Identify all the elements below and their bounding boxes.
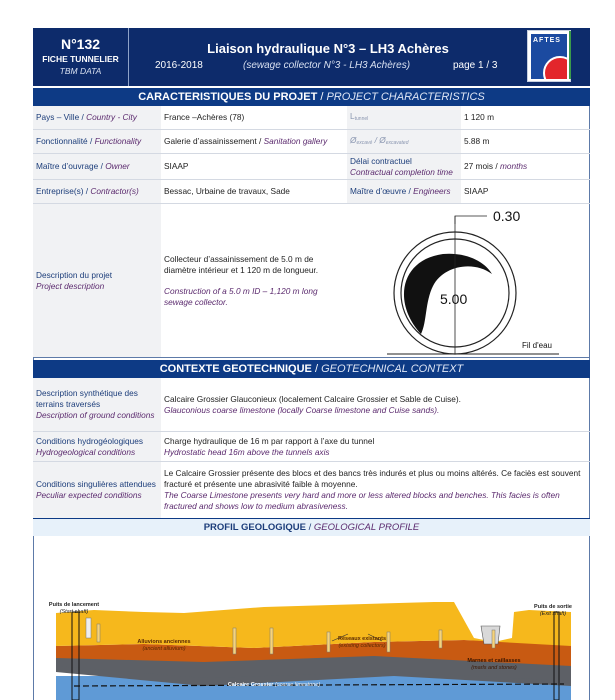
value-country-city: France –Achères (78) bbox=[164, 112, 245, 122]
label-en: Description of ground conditions bbox=[36, 410, 155, 420]
marls-label bbox=[454, 658, 534, 672]
row-label-2 bbox=[347, 154, 461, 179]
limestone-fr: Calcaire Grossier bbox=[227, 682, 274, 688]
label-en: Owner bbox=[105, 161, 130, 171]
value-owner: SIAAP bbox=[164, 161, 189, 171]
label-tunnel-length: L bbox=[350, 110, 355, 121]
label-en: Contractor(s) bbox=[90, 186, 139, 196]
logo-red-disc-icon bbox=[543, 56, 567, 79]
label-sep: / Ø bbox=[372, 134, 386, 145]
ground-text-en: Glauconious coarse limestone (locally Coarse limestone and Cuise sands). bbox=[164, 404, 440, 415]
value-contractors: Bessac, Urbaine de travaux, Sade bbox=[164, 186, 290, 196]
exit-pit bbox=[481, 626, 500, 644]
label-excave: excavé bbox=[356, 139, 373, 146]
geotechnical-context-band bbox=[33, 360, 590, 378]
peculiar-text-en: The Coarse Limestone presents very hard and more or less altered blocks and benches. This facies is often fractured and shows low to medium abrasiveness. bbox=[164, 490, 560, 511]
logo-background bbox=[531, 34, 567, 79]
collector-pipe bbox=[492, 630, 495, 648]
table-row bbox=[33, 106, 590, 130]
collector-pipe bbox=[233, 628, 236, 654]
label-en: Country - City bbox=[86, 112, 137, 122]
label-fr: Maître d’ouvrage / bbox=[36, 161, 106, 171]
label-duration-fr: Délai contractuel bbox=[350, 155, 412, 166]
band-sep: / bbox=[311, 363, 322, 375]
row-value-2 bbox=[461, 154, 590, 179]
description-label bbox=[33, 204, 161, 357]
logo-text: AFTES bbox=[533, 37, 561, 44]
value-engineers: SIAAP bbox=[464, 186, 489, 196]
sheet-id-block bbox=[33, 28, 129, 86]
project-characteristics-band bbox=[33, 88, 590, 106]
row-label bbox=[33, 462, 161, 518]
band-title-en: GEOLOGICAL PROFILE bbox=[313, 522, 420, 533]
thickness-label: 0.30 bbox=[493, 208, 521, 224]
row-value bbox=[161, 130, 347, 153]
band-title-en: PROJECT CHARACTERISTICS bbox=[326, 91, 485, 103]
value-duration-en: months bbox=[499, 161, 528, 171]
row-label bbox=[33, 378, 161, 431]
doc-type-en: TBM DATA bbox=[59, 66, 102, 76]
label-tunnel-sub: tunnel bbox=[354, 115, 369, 122]
value-functionality-en: Sanitation gallery bbox=[263, 136, 328, 146]
cross-section-drawing bbox=[347, 204, 590, 358]
sheet-number: N°132 bbox=[60, 36, 101, 52]
spacer bbox=[164, 276, 341, 286]
table-row bbox=[33, 378, 590, 432]
collectors-en: (existing collectors) bbox=[338, 643, 386, 649]
row-value-2 bbox=[461, 130, 590, 153]
logo-green-bar bbox=[569, 31, 571, 79]
label-duration-en: Contractual completion time bbox=[350, 166, 453, 177]
diameter-label: 5.00 bbox=[440, 291, 468, 307]
collector-pipe bbox=[439, 630, 442, 648]
hydro-text-fr: Charge hydraulique de 16 m par rapport à l’axe du tunnel bbox=[164, 435, 375, 446]
limestone-label bbox=[204, 682, 344, 689]
invert-label: Fil d'eau bbox=[522, 341, 552, 350]
row-label bbox=[33, 106, 161, 129]
alluvium-fr: Alluvions anciennes bbox=[137, 639, 191, 645]
label-fr: Conditions singulières attendues bbox=[36, 479, 156, 489]
label-fr: Fonctionnalité / bbox=[36, 136, 95, 146]
band-title-fr: CARACTERISTIQUES DU PROJET bbox=[138, 91, 318, 103]
collectors-fr: Réseaux existants bbox=[338, 636, 386, 642]
tbm-data-sheet bbox=[33, 28, 590, 700]
alluvium-label bbox=[124, 639, 204, 653]
description-fr: Collecteur d’assainissement de 5.0 m de diamètre intérieur et 1 120 m de longueur. bbox=[164, 253, 319, 275]
ground-text-fr: Calcaire Grossier Glauconieux (localement Calcaire Grossier et Sable de Cuise). bbox=[164, 393, 461, 404]
description-label-en: Project description bbox=[36, 280, 105, 291]
start-shaft-label bbox=[38, 602, 110, 616]
label-fr: Pays – Ville / bbox=[36, 112, 87, 122]
collector-pipe bbox=[97, 624, 100, 642]
label-fr: Description synthétique des terrains traversés bbox=[36, 388, 138, 409]
band-title-en: GEOTECHNICAL CONTEXT bbox=[321, 363, 464, 375]
table-row bbox=[33, 180, 590, 204]
collector-pipe bbox=[86, 618, 91, 638]
row-value-2 bbox=[461, 180, 590, 203]
marls-fr: Marnes et caillasses bbox=[467, 658, 521, 664]
description-label-fr: Description du projet bbox=[36, 269, 113, 280]
row-value bbox=[161, 180, 347, 203]
table-row bbox=[33, 462, 590, 518]
row-label-2 bbox=[347, 130, 461, 153]
value-duration: 27 mois / bbox=[464, 161, 500, 171]
description-text bbox=[161, 204, 347, 357]
sheet-header bbox=[33, 28, 590, 86]
value-tunnel-length: 1 120 m bbox=[464, 112, 494, 122]
label-fr: Conditions hydrogéologiques bbox=[36, 435, 144, 446]
diameter-icon: Ø bbox=[350, 134, 357, 145]
value-functionality: Galerie d’assainissement / bbox=[164, 136, 264, 146]
thickness-leader bbox=[455, 216, 487, 224]
exit-shaft-fr: Puits de sortie bbox=[534, 604, 572, 610]
project-years: 2016-2018 bbox=[155, 60, 203, 71]
doc-type: FICHE TUNNELIER bbox=[42, 54, 119, 64]
profile-svg bbox=[34, 536, 589, 700]
value-excavated-diameter: 5.88 m bbox=[464, 136, 490, 146]
alluvium-en: (ancient alluvium) bbox=[142, 646, 186, 652]
row-value bbox=[161, 462, 590, 518]
row-label-2 bbox=[347, 180, 461, 203]
label-engineers-en: Engineers bbox=[413, 186, 451, 196]
description-en: Construction of a 5.0 m ID – 1,120 m long sewage collector. bbox=[164, 285, 318, 307]
label-excavated: excavated bbox=[385, 139, 409, 146]
label-fr: Entreprise(s) / bbox=[36, 186, 91, 196]
band-sep: / bbox=[317, 91, 327, 103]
label-en: Functionality bbox=[94, 136, 142, 146]
exit-shaft-label bbox=[522, 604, 584, 618]
exit-shaft-en: (Exit shaft) bbox=[539, 611, 567, 617]
start-shaft-fr: Puits de lancement bbox=[48, 602, 100, 608]
page-number: page 1 / 3 bbox=[453, 60, 498, 71]
limestone-en: (coarse limestone) bbox=[274, 682, 321, 688]
label-en: Hydrogeological conditions bbox=[36, 446, 136, 457]
geological-profile-band bbox=[33, 518, 590, 536]
row-label-2 bbox=[347, 106, 461, 129]
label-engineers-fr: Maître d’œuvre / bbox=[350, 186, 414, 196]
peculiar-text-fr: Le Calcaire Grossier présente des blocs et des bancs très indurés et plus ou moins altérés. Ce faciès est souvent fracturé et présente une abrasivité faible à moyenne. bbox=[164, 468, 581, 489]
start-shaft-en: (Start shaft) bbox=[59, 609, 89, 615]
table-row bbox=[33, 154, 590, 180]
band-sep: / bbox=[305, 522, 314, 533]
band-title-fr: CONTEXTE GEOTECHNIQUE bbox=[159, 363, 312, 375]
marls-en: (marls and stones) bbox=[471, 665, 517, 671]
row-value-2 bbox=[461, 106, 590, 129]
label-en: Peculiar expected conditions bbox=[36, 490, 142, 500]
row-value bbox=[161, 432, 590, 461]
collectors-label bbox=[322, 636, 402, 650]
hydro-text-en: Hydrostatic head 16m above the tunnels axis bbox=[164, 446, 330, 457]
row-value bbox=[161, 154, 347, 179]
project-title: Liaison hydraulique N°3 – LH3 Achères bbox=[207, 41, 449, 56]
table-row bbox=[33, 432, 590, 462]
row-label bbox=[33, 180, 161, 203]
row-label bbox=[33, 130, 161, 153]
row-label bbox=[33, 432, 161, 461]
row-label bbox=[33, 154, 161, 179]
band-title-fr: PROFIL GEOLOGIQUE bbox=[203, 522, 306, 533]
aftes-logo bbox=[527, 30, 571, 82]
row-value bbox=[161, 378, 590, 431]
cross-section-svg bbox=[347, 204, 590, 358]
table-row bbox=[33, 130, 590, 154]
project-subtitle-en: (sewage collector N°3 - LH3 Achères) bbox=[243, 60, 411, 71]
row-value bbox=[161, 106, 347, 129]
description-row bbox=[33, 204, 590, 358]
geological-profile bbox=[33, 536, 590, 700]
collector-pipe bbox=[270, 628, 273, 654]
